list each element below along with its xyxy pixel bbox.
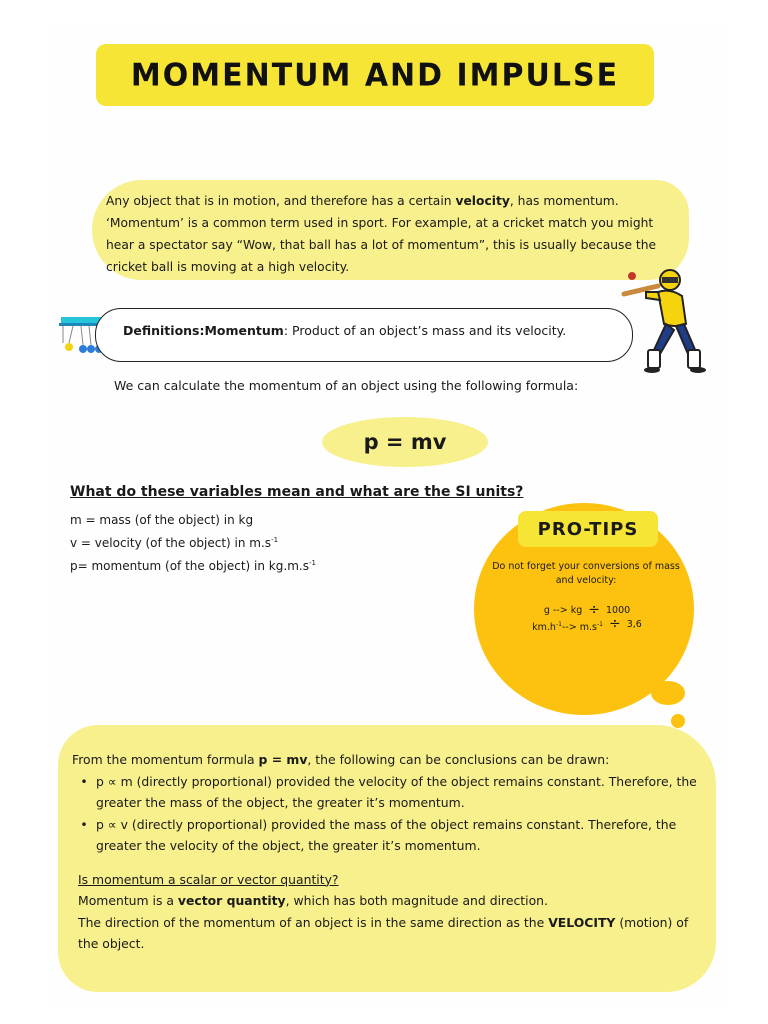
definition-label: Definitions:Momentum [123,323,284,338]
thought-bubble-small [671,714,685,728]
definition-body: : Product of an object’s mass and its velocity. [283,323,567,338]
variable-m: m = mass (of the object) in kg [70,513,254,527]
variables-list [70,510,316,576]
conversion-row-mass: g --> kg ÷ 1000 [543,602,631,618]
conclusions-section [72,749,712,955]
protip-banner [518,511,658,547]
thought-bubble-large [651,681,685,705]
variable-v: v = velocity (of the object) in $m.s^{-1}$ [70,536,279,550]
protip-conversions [507,604,667,635]
variables-heading: What do these variables mean and what are the SI units? [70,484,524,500]
conclusion-bullet-velocity: • p ∝ v (directly proportional) provided the mass of the object remains constant. Therefore, the greater the velocity of the object, the greater it’s momentum. [80,816,677,853]
definition-text [123,323,566,338]
variable-p: p= momentum (of the object) in $kg.m.s^{-1}$ [70,559,316,573]
conclusion-bullet-mass: • p ∝ m (directly proportional) provided the velocity of the object remains constant. Therefore, the greater the mass of the object, the greater it’s momentum. [80,773,697,810]
conversion-row-velocity: $km.h^{-1}--> m.s^{-1}$ ÷ 3,6 [532,616,642,634]
title-banner [96,44,654,106]
protip-note: Do not forget your conversions of mass and velocity: [492,561,680,586]
direction-sentence: The direction of the momentum of an object is in the same direction as the VELOCITY (motion) of the object. [78,914,689,951]
intro-text-2: , has momentum. ‘Momentum’ is a common term used in sport. For example, at a cricket match you might hear a spectator say “Wow, that ball has a lot of momentum”, this is usually because the cricket ball is moving at a high velocity. [106,194,657,274]
page-title: MOMENTUM AND IMPULSE [130,56,620,94]
conclusions-intro: From the momentum formula p = mv, the following can be conclusions can be drawn: [72,752,610,767]
vector-answer: Momentum is a vector quantity, which has both magnitude and direction. [78,893,548,908]
intro-bold-velocity: velocity [455,194,510,208]
intro-paragraph [106,190,678,278]
formula: p = mv [363,430,447,454]
formula-highlight [322,417,488,467]
protip-label: PRO-TIPS [537,518,639,540]
calc-sentence: We can calculate the momentum of an object using the following formula: [114,378,579,393]
intro-text-1: Any object that is in motion, and therefore has a certain [106,194,456,208]
vector-question: Is momentum a scalar or vector quantity? [78,871,339,887]
